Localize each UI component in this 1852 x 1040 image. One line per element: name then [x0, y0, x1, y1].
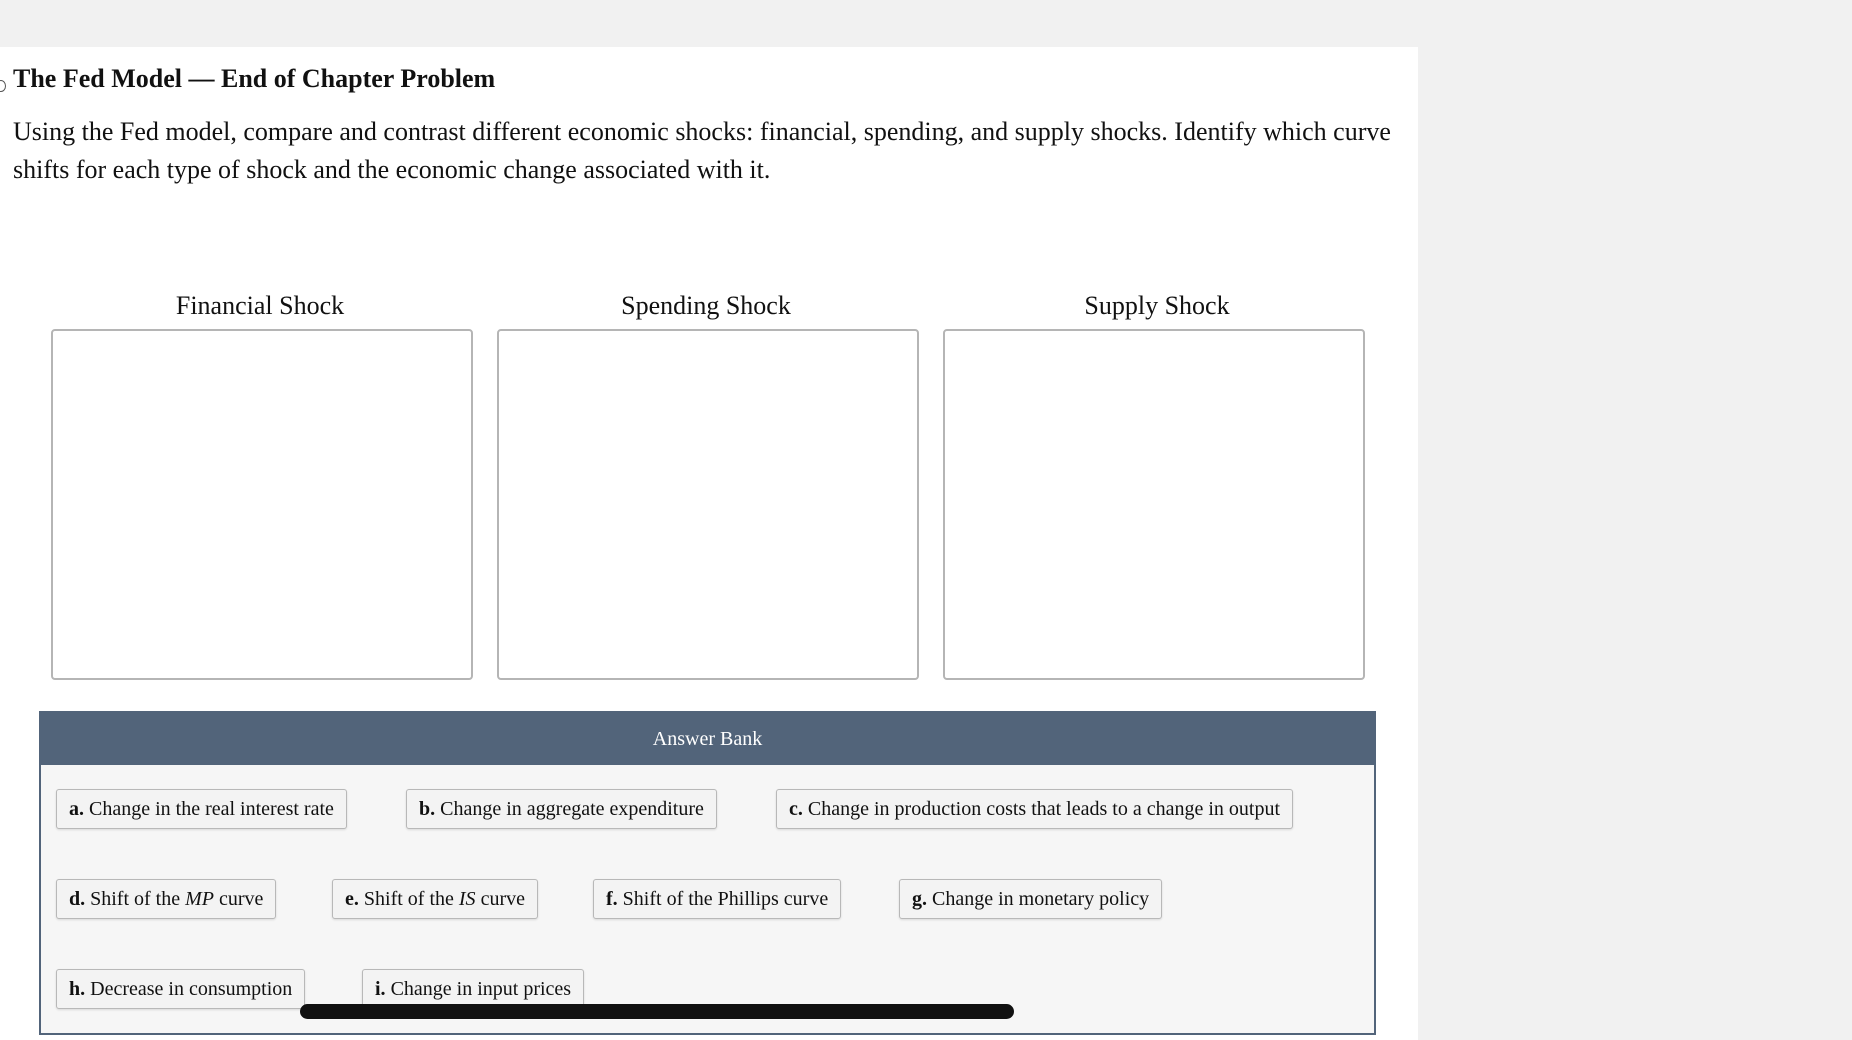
answer-chip-b[interactable] — [406, 789, 717, 829]
dropzone-supply-shock[interactable] — [943, 329, 1365, 680]
dropzone-spending-shock[interactable] — [497, 329, 919, 680]
chip-letter: a. — [69, 798, 84, 820]
chip-text: Change in input prices — [390, 978, 572, 1000]
chip-letter: g. — [912, 888, 927, 910]
horizontal-scrollbar[interactable] — [300, 1004, 1014, 1019]
chip-letter: b. — [419, 798, 436, 820]
chip-letter: h. — [69, 978, 86, 1000]
chip-text: Change in production costs that leads to a change in output — [807, 798, 1281, 820]
problem-title: The Fed Model — End of Chapter Problem — [13, 64, 496, 93]
chip-text-pre: Shift of the — [363, 888, 459, 910]
category-label-spending: Spending Shock — [621, 291, 791, 320]
chip-letter: c. — [789, 798, 803, 820]
answer-chip-a[interactable] — [56, 789, 347, 829]
answer-bank — [39, 711, 1376, 1035]
answer-chip-g[interactable] — [899, 879, 1162, 919]
chip-text-pre: Shift of the — [90, 888, 186, 910]
chip-text-post: curve — [475, 888, 525, 910]
chip-letter: f. — [606, 888, 618, 910]
chip-text: Change in aggregate expenditure — [440, 798, 704, 820]
chip-letter: i. — [375, 978, 386, 1000]
chip-text: Shift of the Phillips curve — [622, 888, 829, 910]
dropzone-financial-shock[interactable] — [51, 329, 473, 680]
chip-text: Decrease in consumption — [90, 978, 293, 1000]
chip-letter: d. — [69, 888, 86, 910]
chip-text-italic: IS — [458, 888, 476, 910]
chip-letter: e. — [345, 888, 359, 910]
answer-chip-d[interactable] — [56, 879, 276, 919]
answer-chip-e[interactable] — [332, 879, 538, 919]
answer-chip-f[interactable] — [593, 879, 841, 919]
answer-chip-h[interactable] — [56, 969, 305, 1009]
problem-instructions: Using the Fed model, compare and contrast different economic shocks: financial, spending, and supply shocks. Identify which curve shifts for each type of shock and the economic change associated with it. — [13, 117, 1391, 184]
chip-text-italic: MP — [185, 888, 215, 910]
answer-chip-c[interactable] — [776, 789, 1293, 829]
category-label-supply: Supply Shock — [1084, 291, 1230, 320]
category-label-financial: Financial Shock — [175, 291, 345, 320]
answer-bank-header: Answer Bank — [41, 713, 1374, 765]
chip-text: Change in monetary policy — [932, 888, 1150, 910]
answer-chip-i[interactable] — [362, 969, 584, 1009]
chip-text: Change in the real interest rate — [89, 798, 334, 820]
chip-text-post: curve — [214, 888, 264, 910]
